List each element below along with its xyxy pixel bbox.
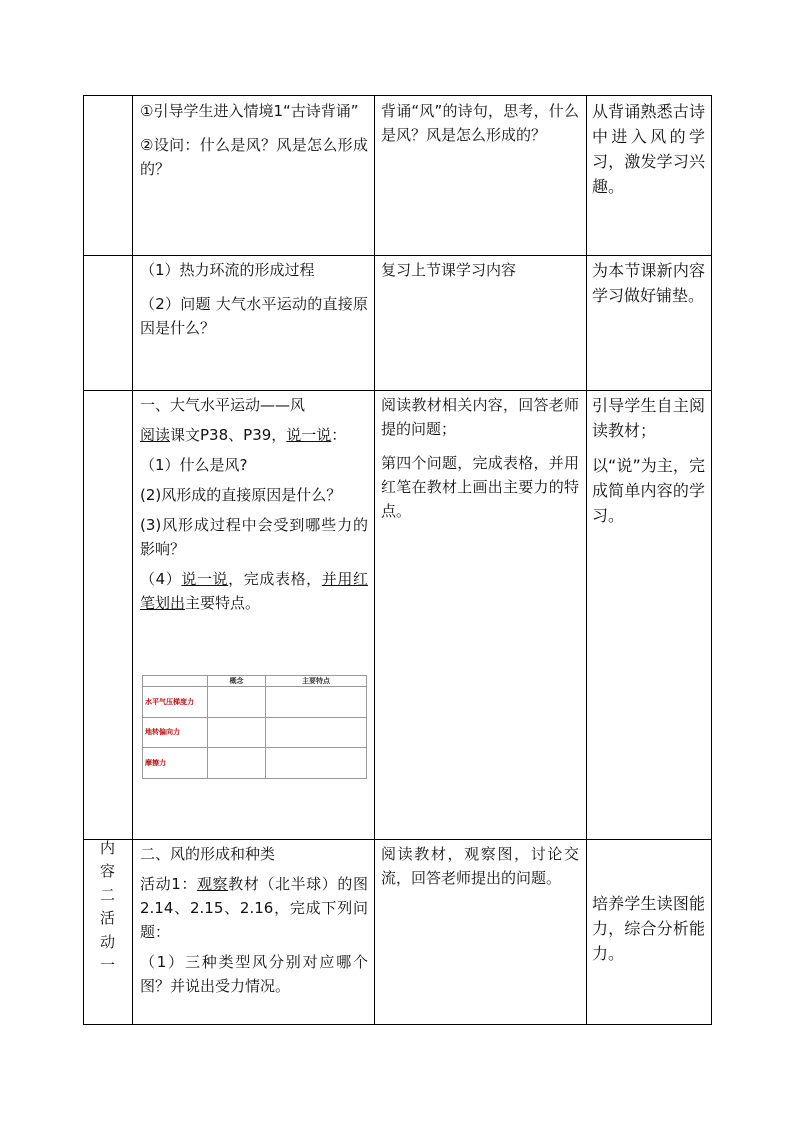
- activity-prefix: 活动1：: [140, 875, 197, 893]
- left-char-3: 二: [99, 885, 115, 904]
- row2-intent: [592, 258, 705, 318]
- mini-row-coriolis: 地转偏向力: [143, 717, 208, 748]
- left-char-6: 一: [99, 956, 115, 975]
- mini-cell: [266, 717, 367, 748]
- q4-complete-table: ，完成表格，: [228, 570, 322, 588]
- lesson-plan-table: [83, 95, 712, 1024]
- row2-student: [381, 258, 579, 292]
- mini-header-features: 主要特点: [266, 676, 367, 687]
- table-col-divider-3: [586, 95, 587, 1024]
- row2-content: [140, 258, 368, 350]
- row2-student-text: 复习上节课学习内容: [381, 261, 517, 279]
- row4-student-text: 阅读教材，观察图，讨论交流，回答老师提出的问题。: [381, 845, 579, 887]
- mini-cell: [266, 748, 367, 779]
- left-char-1: 内: [99, 839, 115, 857]
- read-underlined: 阅读: [140, 426, 171, 444]
- row1-student-text: 背诵“风”的诗句，思考，什么是风？风是怎么形成的？: [381, 102, 579, 144]
- read-pages: 课文P38、P39，: [170, 426, 287, 444]
- row-divider-bottom: [83, 1024, 712, 1025]
- mini-row-friction: 摩擦力: [143, 748, 208, 779]
- row-divider-3: [83, 839, 712, 840]
- q4-say-underlined: 说一说: [181, 570, 229, 588]
- left-char-5: 动: [99, 932, 115, 951]
- row3-student-text-2: 第四个问题，完成表格，并用红笔在教材上画出主要力的特点。: [381, 454, 579, 520]
- row1-content-line-1: ①引导学生进入情境1“古诗背诵”: [140, 102, 359, 120]
- q4-prefix: （4）: [140, 570, 182, 588]
- mini-row-pressure-gradient: 水平气压梯度力: [143, 687, 208, 718]
- row1-content: [140, 99, 368, 191]
- row1-intent: [592, 99, 705, 209]
- read-instruction: [140, 423, 368, 447]
- row4-intent: [592, 891, 705, 976]
- row-divider-0: [83, 95, 712, 96]
- question-3: (3)风形成过程中会受到哪些力的影响？: [140, 516, 368, 558]
- say-underlined: 说一说: [286, 426, 332, 444]
- table-border-right: [711, 95, 712, 1024]
- question-4: [140, 567, 368, 615]
- row1-content-line-2: ②设问：什么是风？风是怎么形成的？: [140, 136, 368, 178]
- activity-text: 教材（北半球）的图2.14、2.15、2.16，完成下列问题：: [140, 875, 368, 941]
- table-col-divider-1: [132, 95, 133, 1024]
- row3-intent: [592, 393, 705, 538]
- mini-cell: [208, 748, 266, 779]
- section-1-title: 一、大气水平运动——风: [140, 396, 306, 414]
- section-2-title: 二、风的形成和种类: [140, 845, 276, 863]
- row4-intent-text: 培养学生读图能力，综合分析能力。: [592, 894, 705, 963]
- table-col-divider-2: [374, 95, 375, 1024]
- mini-cell: [208, 717, 266, 748]
- q4-red-pen-underlined: 并用红笔划出: [140, 570, 368, 612]
- row3-intent-text-1: 引导学生自主阅读教材；: [592, 396, 705, 440]
- read-colon: ：: [331, 426, 347, 444]
- activity-1: [140, 872, 368, 944]
- row3-student: [381, 393, 579, 533]
- row4-content: [140, 842, 368, 1004]
- mini-header-blank: [143, 676, 208, 687]
- force-summary-table: [142, 675, 367, 779]
- question-2: (2)风形成的直接原因是什么？: [140, 486, 342, 504]
- row4-question-1: （1）三种类型风分别对应哪个图？并说出受力情况。: [140, 953, 368, 995]
- row1-student: [381, 99, 579, 157]
- row4-left-label: [83, 837, 132, 977]
- left-char-4: 活: [99, 909, 115, 928]
- observe-underlined: 观察: [196, 875, 229, 893]
- row2-content-line-1: （1）热力环流的形成过程: [140, 261, 315, 279]
- mini-header-concept: 概念: [208, 676, 266, 687]
- row2-intent-text: 为本节课新内容学习做好铺垫。: [592, 261, 705, 305]
- mini-cell: [208, 687, 266, 718]
- question-1: （1）什么是风?: [140, 456, 248, 474]
- mini-cell: [266, 687, 367, 718]
- row2-content-line-2: （2）问题 大气水平运动的直接原因是什么？: [140, 295, 368, 337]
- left-char-2: 容: [99, 862, 115, 881]
- row3-content: [140, 393, 368, 621]
- row4-student: [381, 842, 579, 900]
- row-divider-1: [83, 255, 712, 256]
- row3-student-text-1: 阅读教材相关内容，回答老师提的问题；: [381, 396, 579, 438]
- q4-suffix: 主要特点。: [185, 594, 261, 612]
- row1-intent-text: 从背诵熟悉古诗中进入风的学习，激发学习兴趣。: [592, 102, 705, 196]
- row-divider-2: [83, 390, 712, 391]
- row3-intent-text-2: 以“说”为主，完成简单内容的学习。: [592, 456, 705, 525]
